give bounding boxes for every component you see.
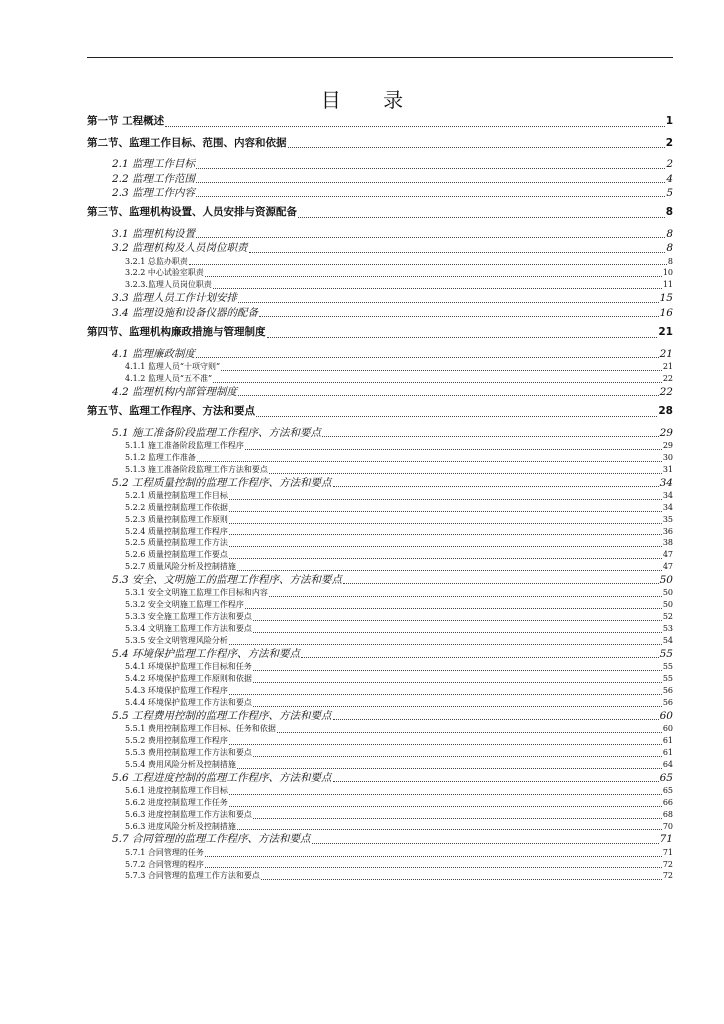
toc-page-number: 22 (659, 385, 673, 398)
toc-entry-title: 5.1.1 施工准备阶段监理工作程序 (125, 440, 244, 450)
toc-page-number: 47 (662, 550, 673, 560)
dot-leader (229, 806, 662, 807)
toc-page-number: 72 (662, 871, 673, 881)
toc-page-number: 61 (662, 735, 673, 745)
toc-entry-title: 5.6.3 进度风险分析及控制措施 (125, 821, 236, 831)
dot-leader (269, 473, 662, 474)
toc-page-number: 50 (662, 600, 673, 610)
toc-page-number: 55 (662, 674, 673, 683)
toc-entry-level2[interactable] (87, 291, 673, 305)
dot-leader (229, 644, 662, 645)
toc-entry-level3[interactable] (87, 599, 673, 611)
dot-leader (253, 632, 662, 633)
toc-entry-title: 3.1 监理机构设置 (112, 227, 196, 240)
toc-entry-level3[interactable] (87, 267, 673, 279)
toc-entry-title: 4.1 监理廉政制度 (112, 347, 196, 360)
dot-leader (288, 147, 665, 148)
toc-entry-title: 5.5.2 费用控制监理工作程序 (125, 735, 228, 745)
toc-entry-title: 5.2 工程质量控制的监理工作程序、方法和要点 (112, 476, 332, 489)
toc-page-number: 65 (662, 785, 673, 795)
toc-entry-title: 5.2.3 质量控制监理工作原则 (125, 514, 228, 524)
dot-leader (229, 694, 662, 695)
toc-page-number: 8 (665, 206, 673, 219)
toc-page-number: 10 (662, 268, 673, 278)
toc-entry-level2[interactable] (87, 709, 673, 723)
toc-entry-title: 5.3.2 安全文明施工监理工作程序 (125, 600, 244, 610)
toc-entry-level3[interactable] (87, 549, 673, 561)
toc-page-number: 55 (662, 662, 673, 672)
dot-leader (237, 570, 662, 571)
toc-entry-level3[interactable] (87, 785, 673, 797)
dot-leader (229, 794, 662, 795)
toc-entry-title: 5.1.3 施工准备阶段监理工作方法和要点 (125, 464, 268, 474)
toc-entry-title: 4.2 监理机构内部管理制度 (112, 385, 238, 398)
toc-page-number: 47 (662, 562, 673, 572)
toc-entry-level3[interactable] (87, 279, 673, 291)
dot-leader (221, 370, 662, 371)
toc-entry-level3[interactable] (87, 623, 673, 635)
dot-leader (253, 620, 662, 621)
dot-leader (301, 657, 659, 658)
dot-leader (205, 276, 662, 277)
toc-entry-level3[interactable] (87, 452, 673, 464)
dot-leader (165, 126, 665, 127)
dot-leader (249, 252, 666, 253)
toc-entry-level2[interactable] (87, 771, 673, 785)
toc-page-number: 56 (662, 697, 673, 707)
dot-leader (196, 182, 665, 183)
dot-leader (322, 436, 659, 437)
toc-entry-title: 4.1.2 监理人员“五不准” (125, 373, 213, 383)
toc-entry-title: 5.6.2 进度控制监理工作任务 (125, 797, 228, 807)
toc-entry-title: 5.3.5 安全文明管理风险分析 (125, 635, 228, 645)
toc-entry-title: 第五节、监理工作程序、方法和要点 (87, 404, 255, 417)
toc-entry-level1[interactable] (87, 205, 673, 221)
toc-entry-level2[interactable] (87, 476, 673, 490)
toc-entry-title: 5.2.7 质量风险分析及控制措施 (125, 562, 236, 572)
toc-entry-title: 3.2.1 总监办职责 (125, 256, 188, 266)
toc-entry-title: 5.2.6 质量控制监理工作要点 (125, 550, 228, 560)
toc-page-number: 36 (662, 526, 673, 536)
dot-leader (213, 288, 662, 289)
toc-entry-title: 5.2.4 质量控制监理工作程序 (125, 526, 228, 536)
toc-entry-level3[interactable] (87, 697, 673, 709)
table-of-contents (87, 114, 673, 882)
dot-leader (267, 337, 658, 338)
toc-page-number: 60 (662, 723, 673, 733)
dot-leader (245, 608, 662, 609)
toc-entry-title: 5.5.3 费用控制监理工作方法和要点 (125, 747, 252, 757)
toc-entry-title: 5.4.2 环境保护监理工作原则和依据 (125, 674, 252, 683)
toc-entry-level1[interactable] (87, 136, 673, 152)
toc-entry-level2[interactable] (87, 186, 673, 200)
toc-page-number: 72 (662, 859, 673, 869)
toc-page-number: 8 (666, 242, 673, 255)
toc-entry-level3[interactable] (87, 561, 673, 573)
toc-page-number: 34 (662, 490, 673, 500)
dot-leader (312, 843, 659, 844)
toc-entry-level3[interactable] (87, 587, 673, 599)
toc-entry-level3[interactable] (87, 735, 673, 747)
toc-page-number: 28 (658, 404, 673, 417)
toc-entry-level2[interactable] (87, 306, 673, 320)
toc-entry-title: 3.4 监理设施和设备仪器的配备 (112, 306, 259, 319)
toc-entry-title: 5.3.3 安全施工监理工作方法和要点 (125, 612, 252, 622)
toc-page-number: 11 (662, 280, 673, 290)
toc-entry-title: 5.6.1 进度控制监理工作目标 (125, 785, 228, 795)
toc-entry-title: 5.5.1 费用控制监理工作目标、任务和依据 (125, 723, 276, 733)
toc-entry-level3[interactable] (87, 361, 673, 373)
toc-entry-level2[interactable] (87, 832, 673, 846)
toc-page-number: 55 (659, 647, 673, 660)
dot-leader (229, 511, 662, 512)
dot-leader (205, 867, 662, 868)
toc-entry-level3[interactable] (87, 256, 673, 268)
dot-leader (205, 856, 662, 857)
dot-leader (259, 316, 659, 317)
dot-leader (253, 682, 662, 683)
toc-page-number: 56 (662, 685, 673, 695)
dot-leader (237, 768, 662, 769)
toc-entry-level3[interactable] (87, 490, 673, 502)
toc-entry-level3[interactable] (87, 464, 673, 476)
toc-entry-level2[interactable] (87, 172, 673, 186)
toc-entry-level3[interactable] (87, 747, 673, 759)
dot-leader (229, 499, 662, 500)
dot-leader (229, 546, 662, 547)
toc-entry-title: 3.2.2 中心试验室职责 (125, 268, 204, 278)
toc-page-number: 22 (662, 373, 673, 383)
dot-leader (333, 781, 659, 782)
toc-entry-level2[interactable] (87, 227, 673, 241)
toc-page-number: 52 (662, 612, 673, 622)
toc-page-number: 5 (666, 186, 673, 199)
dot-leader (253, 670, 662, 671)
dot-leader (196, 168, 665, 169)
toc-page-number: 8 (666, 227, 673, 240)
toc-entry-level2[interactable] (87, 426, 673, 440)
toc-entry-level2[interactable] (87, 241, 673, 255)
toc-entry-title: 5.2.5 质量控制监理工作方法 (125, 538, 228, 548)
toc-page-number: 64 (662, 759, 673, 769)
dot-leader (229, 744, 662, 745)
dot-leader (196, 357, 659, 358)
toc-page-number: 50 (659, 574, 673, 587)
dot-leader (213, 382, 662, 383)
toc-entry-title: 5.4 环境保护监理工作程序、方法和要点 (112, 647, 301, 660)
toc-entry-title: 5.7.3 合同管理的监理工作方法和要点 (125, 871, 260, 881)
toc-page-number: 38 (662, 538, 673, 548)
toc-entry-title: 5.1 施工准备阶段监理工作程序、方法和要点 (112, 426, 322, 439)
toc-entry-level3[interactable] (87, 759, 673, 771)
toc-entry-level3[interactable] (87, 673, 673, 685)
toc-page-number: 29 (662, 440, 673, 450)
toc-entry-level2[interactable] (87, 347, 673, 361)
toc-entry-title: 2.1 监理工作目标 (112, 158, 196, 171)
toc-page-number: 8 (667, 256, 673, 266)
toc-entry-level3[interactable] (87, 870, 673, 882)
dot-leader (189, 264, 667, 265)
toc-page-number: 2 (666, 158, 673, 171)
toc-entry-title: 5.2.1 质量控制监理工作目标 (125, 490, 228, 500)
toc-page-number: 35 (662, 514, 673, 524)
toc-page-number: 71 (659, 833, 673, 846)
toc-entry-level3[interactable] (87, 821, 673, 833)
toc-page-number: 34 (662, 502, 673, 512)
toc-entry-level3[interactable] (87, 809, 673, 821)
toc-page-number: 34 (659, 476, 673, 489)
dot-leader (229, 534, 662, 535)
toc-page-number: 65 (659, 771, 673, 784)
toc-entry-title: 5.5.4 费用风险分析及控制措施 (125, 759, 236, 769)
toc-page-number: 66 (662, 797, 673, 807)
header-rule (87, 57, 673, 58)
toc-entry-level2[interactable] (87, 647, 673, 661)
toc-page-number: 4 (666, 172, 673, 185)
toc-page-number: 61 (662, 747, 673, 757)
toc-entry-level3[interactable] (87, 685, 673, 697)
toc-entry-title: 5.1.2 监理工作准备 (125, 452, 196, 462)
dot-leader (298, 217, 665, 218)
toc-page-number: 21 (662, 361, 673, 371)
toc-entry-title: 2.3 监理工作内容 (112, 186, 196, 199)
toc-entry-title: 5.6 工程进度控制的监理工作程序、方法和要点 (112, 771, 332, 784)
toc-page-number: 53 (662, 624, 673, 634)
toc-entry-title: 第四节、监理机构廉政措施与管理制度 (87, 325, 266, 338)
dot-leader (238, 395, 659, 396)
toc-entry-title: 5.4.4 环境保护监理工作方法和要点 (125, 697, 252, 707)
dot-leader (253, 706, 662, 707)
toc-entry-level3[interactable] (87, 859, 673, 871)
toc-page-number: 21 (659, 347, 673, 360)
dot-leader (256, 416, 657, 417)
toc-entry-level1[interactable] (87, 404, 673, 420)
toc-page-number: 50 (662, 588, 673, 598)
toc-entry-level2[interactable] (87, 573, 673, 587)
dot-leader (343, 583, 659, 584)
dot-leader (197, 461, 662, 462)
toc-page-number: 31 (662, 464, 673, 474)
toc-entry-level3[interactable] (87, 526, 673, 538)
toc-entry-title: 4.1.1 监理人员“十项守则” (125, 361, 221, 371)
toc-entry-title: 3.2.3.监理人员岗位职责 (125, 280, 212, 290)
dot-leader (196, 237, 665, 238)
toc-entry-level2[interactable] (87, 385, 673, 399)
toc-entry-level3[interactable] (87, 797, 673, 809)
toc-entry-title: 5.7.2 合同管理的程序 (125, 859, 204, 869)
toc-entry-title: 5.6.3 进度控制监理工作方法和要点 (125, 809, 252, 819)
dot-leader (333, 719, 659, 720)
toc-page-number: 29 (659, 426, 673, 439)
toc-entry-level3[interactable] (87, 514, 673, 526)
toc-entry-title: 3.2 监理机构及人员岗位职责 (112, 242, 248, 255)
toc-entry-title: 5.3.1 安全文明施工监理工作目标和内容 (125, 588, 268, 598)
toc-page-number: 54 (662, 635, 673, 645)
toc-entry-level3[interactable] (87, 847, 673, 859)
toc-entry-level3[interactable] (87, 502, 673, 514)
toc-page-number: 30 (662, 452, 673, 462)
toc-entry-level3[interactable] (87, 440, 673, 452)
toc-entry-title: 5.5 工程费用控制的监理工作程序、方法和要点 (112, 709, 332, 722)
dot-leader (269, 596, 662, 597)
toc-page-number: 60 (659, 709, 673, 722)
toc-entry-level2[interactable] (87, 157, 673, 171)
toc-entry-title: 3.3 监理人员工作计划安排 (112, 292, 238, 305)
toc-page-number: 68 (662, 809, 673, 819)
toc-page-number: 70 (662, 821, 673, 831)
dot-leader (261, 879, 662, 880)
toc-page-number: 1 (665, 115, 673, 127)
toc-entry-level3[interactable] (87, 661, 673, 673)
toc-entry-title: 5.7.1 合同管理的任务 (125, 847, 204, 857)
toc-entry-level3[interactable] (87, 611, 673, 623)
toc-entry-level3[interactable] (87, 373, 673, 385)
toc-title: 目 录 (320, 88, 422, 112)
toc-entry-title: 5.3.4 文明施工监理工作方法和要点 (125, 624, 252, 634)
dot-leader (333, 486, 659, 487)
toc-page-number: 71 (662, 847, 673, 857)
toc-page-number: 21 (658, 325, 673, 338)
toc-entry-level1[interactable] (87, 325, 673, 341)
dot-leader (237, 829, 662, 830)
toc-entry-level1[interactable] (87, 114, 673, 130)
dot-leader (245, 449, 662, 450)
toc-entry-title: 第三节、监理机构设置、人员安排与资源配备 (87, 206, 297, 219)
dot-leader (277, 732, 662, 733)
toc-entry-title: 5.2.2 质量控制监理工作依据 (125, 502, 228, 512)
toc-entry-title: 第二节、监理工作目标、范围、内容和依据 (87, 136, 287, 149)
toc-entry-level3[interactable] (87, 635, 673, 647)
toc-entry-title: 5.7 合同管理的监理工作程序、方法和要点 (112, 833, 311, 846)
toc-entry-title: 5.4.3 环境保护监理工作程序 (125, 685, 228, 695)
toc-entry-title: 5.3 安全、文明施工的监理工作程序、方法和要点 (112, 574, 343, 587)
toc-entry-level3[interactable] (87, 723, 673, 735)
toc-entry-title: 2.2 监理工作范围 (112, 172, 196, 185)
toc-entry-level3[interactable] (87, 537, 673, 549)
dot-leader (253, 818, 662, 819)
dot-leader (253, 756, 662, 757)
dot-leader (196, 196, 665, 197)
dot-leader (238, 302, 659, 303)
dot-leader (229, 523, 662, 524)
toc-entry-title: 第一节 工程概述 (87, 115, 165, 127)
dot-leader (229, 558, 662, 559)
toc-page-number: 16 (659, 306, 673, 319)
toc-entry-title: 5.4.1 环境保护监理工作目标和任务 (125, 662, 252, 672)
toc-page-number: 2 (665, 136, 673, 149)
toc-page-number: 15 (659, 292, 673, 305)
